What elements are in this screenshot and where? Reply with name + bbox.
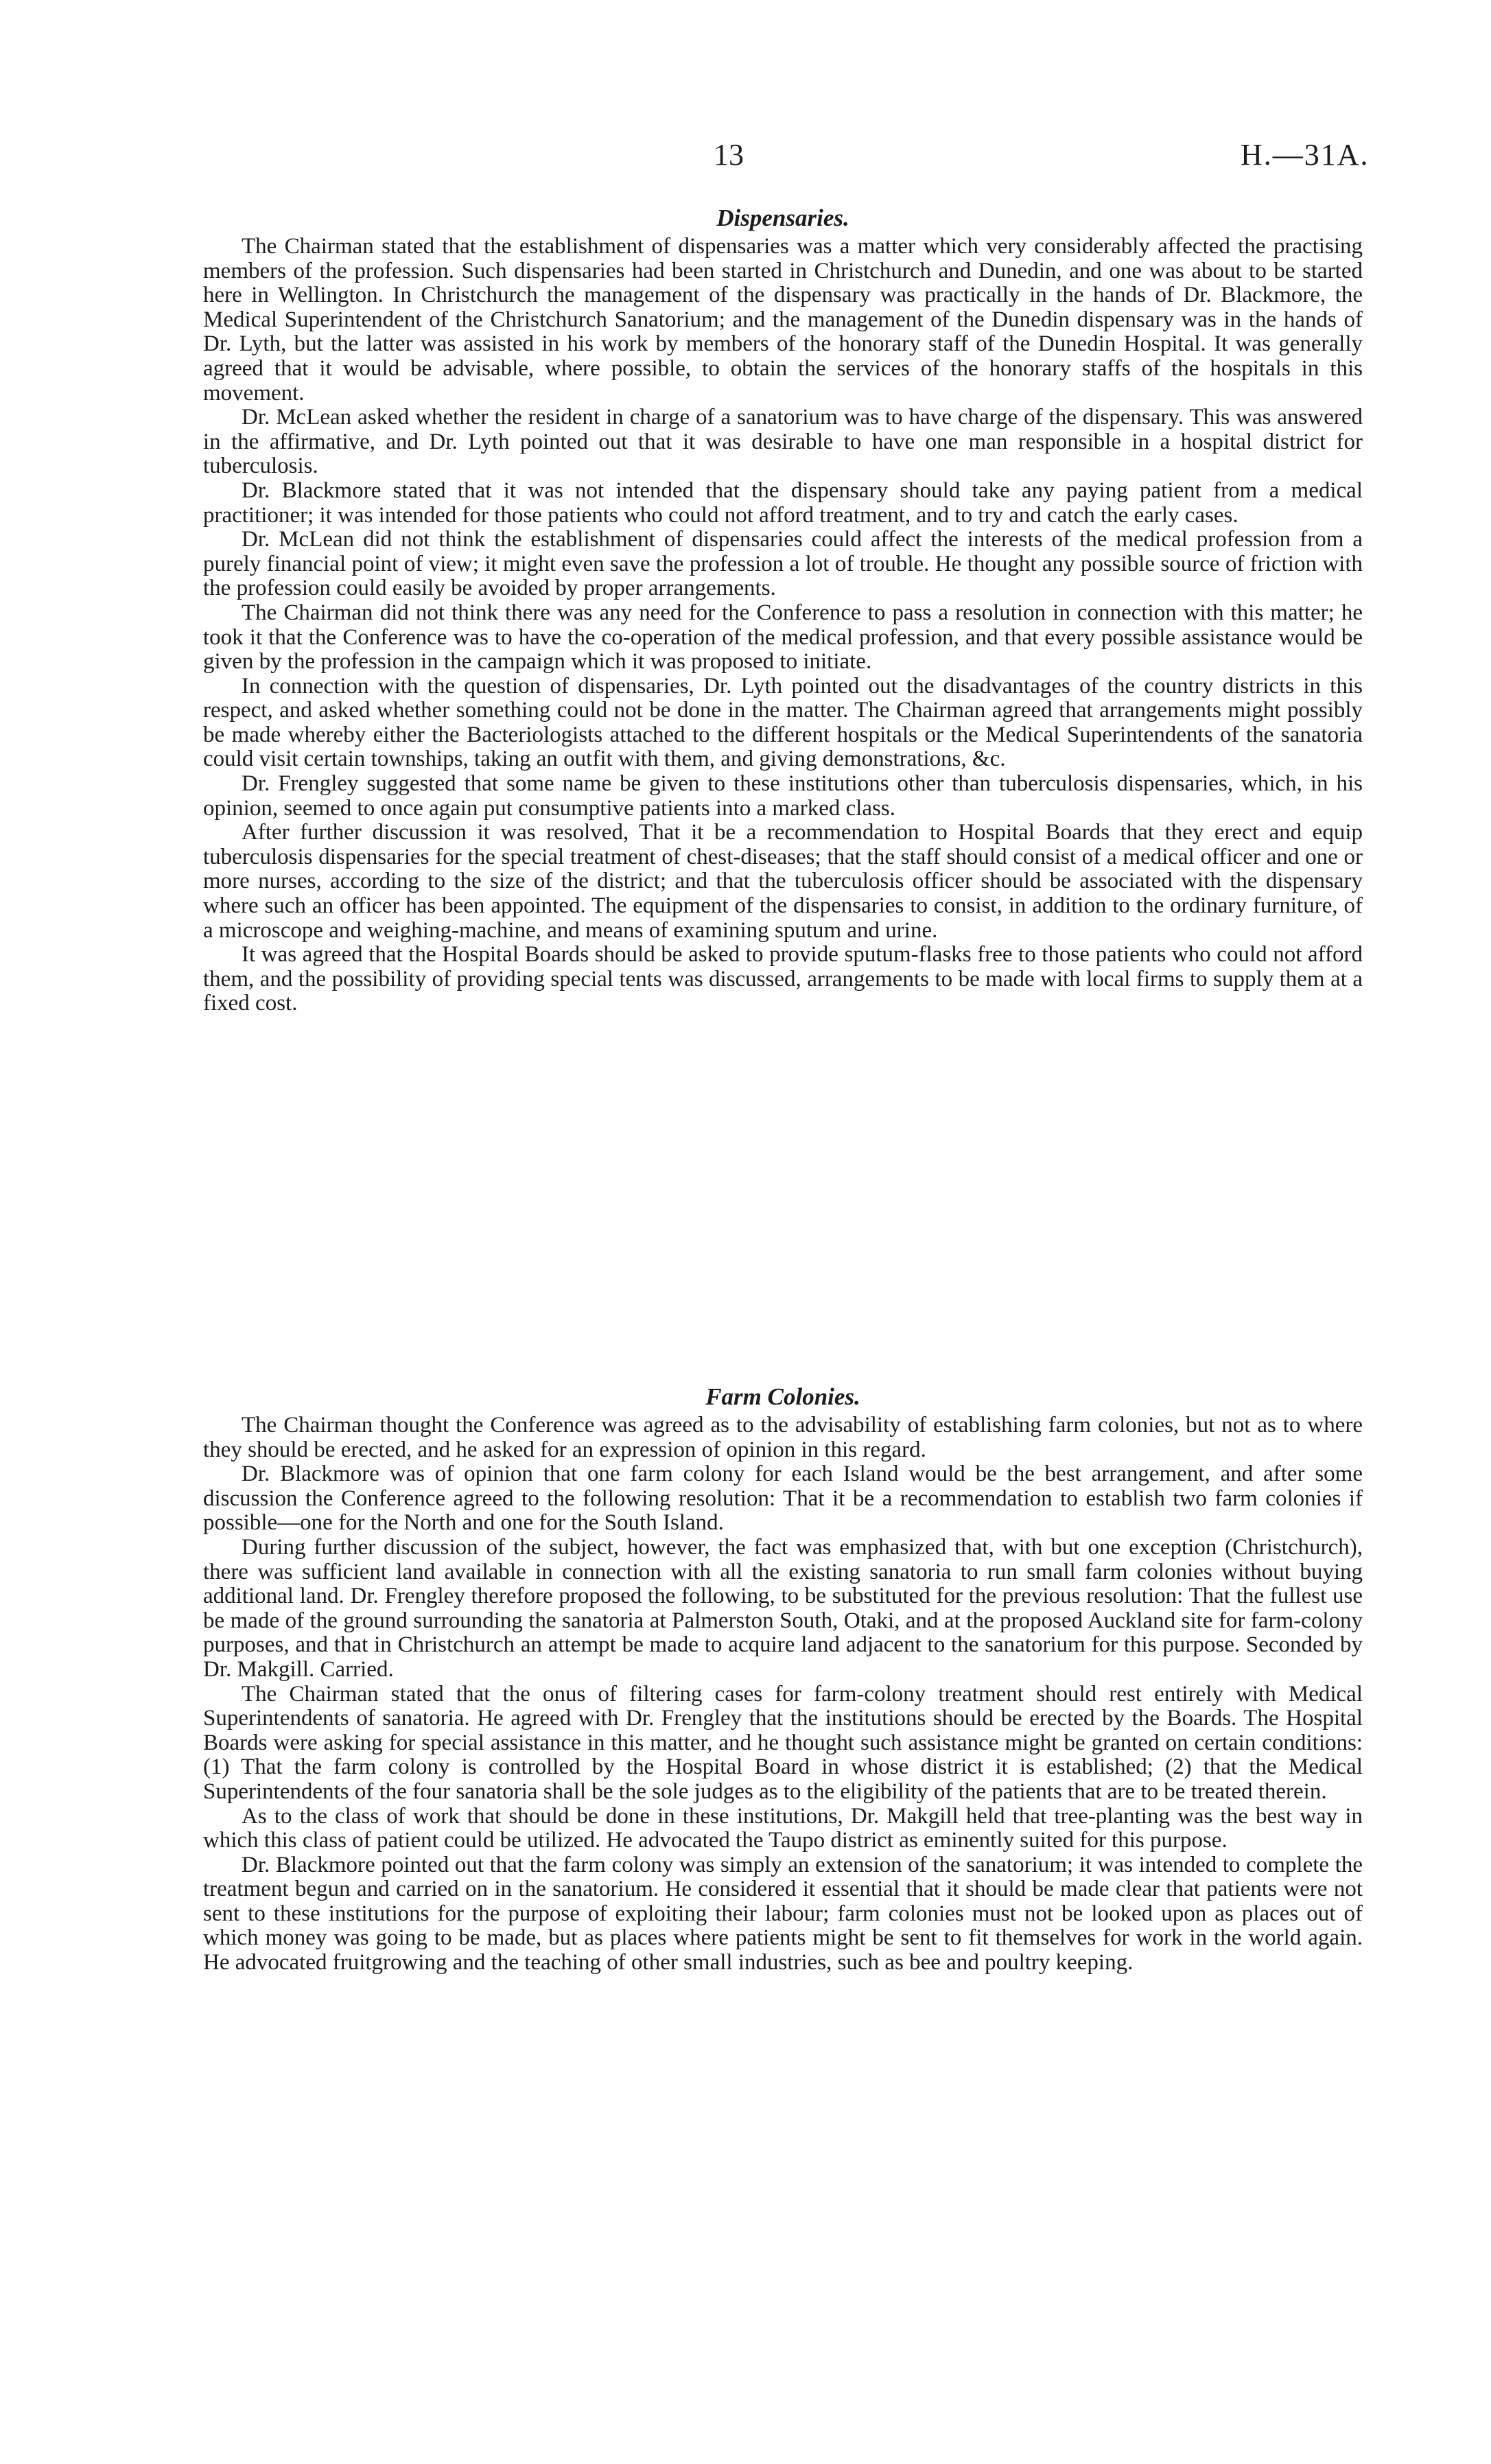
paragraph: The Chairman stated that the onus of filtering cases for farm-colony treatment should rest entirely with Medical Superintendents of sanatoria. He agreed with Dr. Frengley that the institutions should be erected by the Boards. The Hospital Boards were asking for special assistance in this matter, and he thought such assistance might be granted on certain conditions: (1) That the farm colony is controlled by the Hospital Board in whose district it is established; (2) that the Medical Superintendents of the four sanatoria shall be the sole judges as to the eligibility of the patients that are to be treated therein. <box>203 1681 1363 1804</box>
section-dispensaries <box>203 204 1363 1016</box>
paragraph: In connection with the question of dispensaries, Dr. Lyth pointed out the disadvantages of the country districts in this respect, and asked whether something could not be done in the matter. The Chairman agreed that arrangements might possibly be made whereby either the Bacteriologists attached to the different hospitals or the Medical Superintendents of the sanatoria could visit certain townships, taking an outfit with them, and giving demonstrations, &c. <box>203 673 1363 772</box>
section-farm-colonies <box>203 1383 1363 1975</box>
section-heading: Dispensaries. <box>716 204 849 231</box>
paragraph: It was agreed that the Hospital Boards should be asked to provide sputum-flasks free to those patients who could not afford them, and the possibility of providing special tents was discussed, arrangements to be made with local firms to supply them at a fixed cost. <box>203 942 1363 1016</box>
paragraph: Dr. McLean asked whether the resident in charge of a sanatorium was to have charge of the dispensary. This was answered in the affirmative, and Dr. Lyth pointed out that it was desirable to have one man responsible in a hospital district for tuberculosis. <box>203 405 1363 479</box>
section-heading: Farm Colonies. <box>705 1383 860 1410</box>
page-header <box>0 137 1491 178</box>
paragraph: Dr. Blackmore stated that it was not intended that the dispensary should take any paying patient from a medical practitioner; it was intended for those patients who could not afford treatment, and to try and catch the early cases. <box>203 478 1363 528</box>
document-reference: H.—31A. <box>1241 138 1370 172</box>
page-number: 13 <box>714 138 744 172</box>
paragraph: The Chairman thought the Conference was agreed as to the advisability of establishing farm colonies, but not as to where they should be erected, and he asked for an expression of opinion in this regard. <box>203 1413 1363 1462</box>
paragraph: Dr. Blackmore pointed out that the farm colony was simply an extension of the sanatorium; it was intended to complete the treatment begun and carried on in the sanatorium. He considered it essential that it should be made clear that patients were not sent to these institutions for the purpose of exploiting their labour; farm colonies must not be looked upon as places out of which money was going to be made, but as places where patients might be sent to fit themselves for work in the world again. He advocated fruitgrowing and the teaching of other small industries, such as bee and poultry keeping. <box>203 1852 1363 1975</box>
paragraph: Dr. Blackmore was of opinion that one farm colony for each Island would be the best arrangement, and after some discussion the Conference agreed to the following resolution: That it be a recommendation to establish two farm colonies if possible—one for the North and one for the South Island. <box>203 1462 1363 1536</box>
paragraph: During further discussion of the subject, however, the fact was emphasized that, with but one exception (Christchurch), there was sufficient land available in connection with all the existing sanatoria to run small farm colonies without buying additional land. Dr. Frengley therefore proposed the following, to be substituted for the previous resolution: That the fullest use be made of the ground surrounding the sanatoria at Palmerston South, Otaki, and at the proposed Auckland site for farm-colony purposes, and that in Christchurch an attempt be made to acquire land adjacent to the sanatorium for this purpose. Seconded by Dr. Makgill. Carried. <box>203 1534 1363 1682</box>
paragraph: The Chairman did not think there was any need for the Conference to pass a resolution in connection with this matter; he took it that the Conference was to have the co-operation of the medical profession, and that every possible assistance would be given by the profession in the campaign which it was proposed to initiate. <box>203 600 1363 674</box>
paragraph: After further discussion it was resolved, That it be a recommendation to Hospital Boards that they erect and equip tuberculosis dispensaries for the special treatment of chest-diseases; that the staff should consist of a medical officer and one or more nurses, according to the size of the district; and that the tuberculosis officer should be associated with the dispensary where such an officer has been appointed. The equipment of the dispensaries to consist, in addition to the ordinary furniture, of a microscope and weighing-machine, and means of examining sputum and urine. <box>203 820 1363 943</box>
paragraph: As to the class of work that should be done in these institutions, Dr. Makgill held that tree-planting was the best way in which this class of patient could be utilized. He advocated the Taupo district as eminently suited for this purpose. <box>203 1803 1363 1853</box>
paragraph: The Chairman stated that the establishment of dispensaries was a matter which very considerably affected the practising members of the profession. Such dispensaries had been started in Christchurch and Dunedin, and one was about to be started here in Wellington. In Christchurch the management of the dispensary was practically in the hands of Dr. Blackmore, the Medical Superintendent of the Christchurch Sanatorium; and the management of the Dunedin dispensary was in the hands of Dr. Lyth, but the latter was assisted in his work by members of the honorary staff of the Dunedin Hospital. It was generally agreed that it would be advisable, where possible, to obtain the services of the honorary staffs of the hospitals in this movement. <box>203 234 1363 406</box>
paragraph: Dr. Frengley suggested that some name be given to these institutions other than tuberculosis dispensaries, which, in his opinion, seemed to once again put consumptive patients into a marked class. <box>203 771 1363 821</box>
paragraph: Dr. McLean did not think the establishment of dispensaries could affect the interests of the medical profession from a purely financial point of view; it might even save the profession a lot of trouble. He thought any possible source of friction with the profession could easily be avoided by proper arrangements. <box>203 527 1363 601</box>
